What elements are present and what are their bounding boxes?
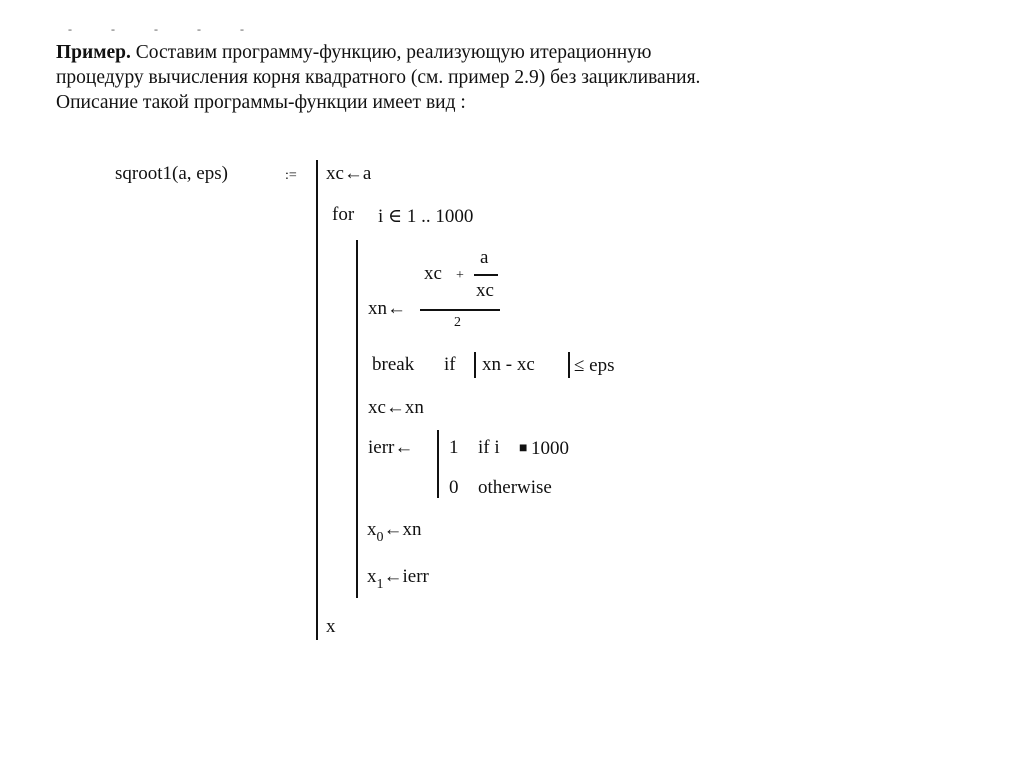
intro-line-1-text: Составим программу-функцию, реализующую итерационную bbox=[130, 42, 652, 63]
break-keyword: break bbox=[372, 354, 415, 375]
for-range: i ∈ 1 .. 1000 bbox=[378, 206, 474, 227]
abs-left-bar bbox=[474, 352, 476, 378]
frac-xc-denominator: xc bbox=[476, 280, 494, 301]
x0-assign bbox=[367, 519, 422, 545]
ierr-lhs: ierr← bbox=[368, 437, 414, 458]
intro-line-3: Описание такой программы-функции имеет вид : bbox=[56, 92, 466, 113]
define-operator: := bbox=[285, 168, 297, 183]
frac-plus: + bbox=[456, 268, 464, 283]
intro-paragraph bbox=[56, 40, 976, 115]
frac-a: a bbox=[480, 247, 489, 268]
return-x: x bbox=[326, 616, 336, 637]
assign-xc: xc←a bbox=[326, 163, 372, 184]
break-if: if bbox=[444, 354, 456, 375]
cases-bar bbox=[437, 430, 439, 498]
xn-lhs: xn← bbox=[368, 298, 406, 319]
abs-expression: xn - xc bbox=[482, 354, 535, 375]
case1-number: 1000 bbox=[531, 438, 569, 459]
assign-xc-xn: xc←xn bbox=[368, 397, 424, 418]
outer-fraction-bar bbox=[420, 309, 500, 311]
intro-bold: Пример. bbox=[56, 42, 131, 63]
case1-condition: if i bbox=[478, 437, 500, 458]
case2-value: 0 bbox=[449, 477, 459, 498]
x0-subscript: 0 bbox=[376, 530, 384, 545]
for-body-bar bbox=[356, 240, 358, 598]
intro-line-1 bbox=[56, 40, 976, 65]
x1-subscript: 1 bbox=[376, 577, 384, 592]
frac-denominator: 2 bbox=[454, 315, 461, 330]
x1-assign bbox=[367, 566, 429, 592]
x0-rhs: ←xn bbox=[383, 519, 422, 540]
inner-fraction-bar bbox=[474, 274, 498, 276]
case2-condition: otherwise bbox=[478, 477, 552, 498]
faint-marks: - - - - - bbox=[68, 22, 262, 36]
for-keyword: for bbox=[332, 204, 355, 225]
case1-equals: ■ bbox=[519, 441, 528, 456]
frac-xc: xc bbox=[424, 263, 442, 284]
case1-value: 1 bbox=[449, 437, 459, 458]
intro-line-2: процедуру вычисления корня квадратного (см. пример 2.9) без зацикливания. bbox=[56, 67, 701, 88]
x1-rhs: ←ierr bbox=[383, 566, 429, 587]
abs-right-bar bbox=[568, 352, 570, 378]
le-eps: ≤ eps bbox=[574, 355, 615, 376]
x1-base: x bbox=[367, 566, 377, 587]
main-block-bar bbox=[316, 160, 318, 640]
x0-base: x bbox=[367, 519, 377, 540]
function-name: sqroot1(a, eps) bbox=[115, 163, 228, 184]
